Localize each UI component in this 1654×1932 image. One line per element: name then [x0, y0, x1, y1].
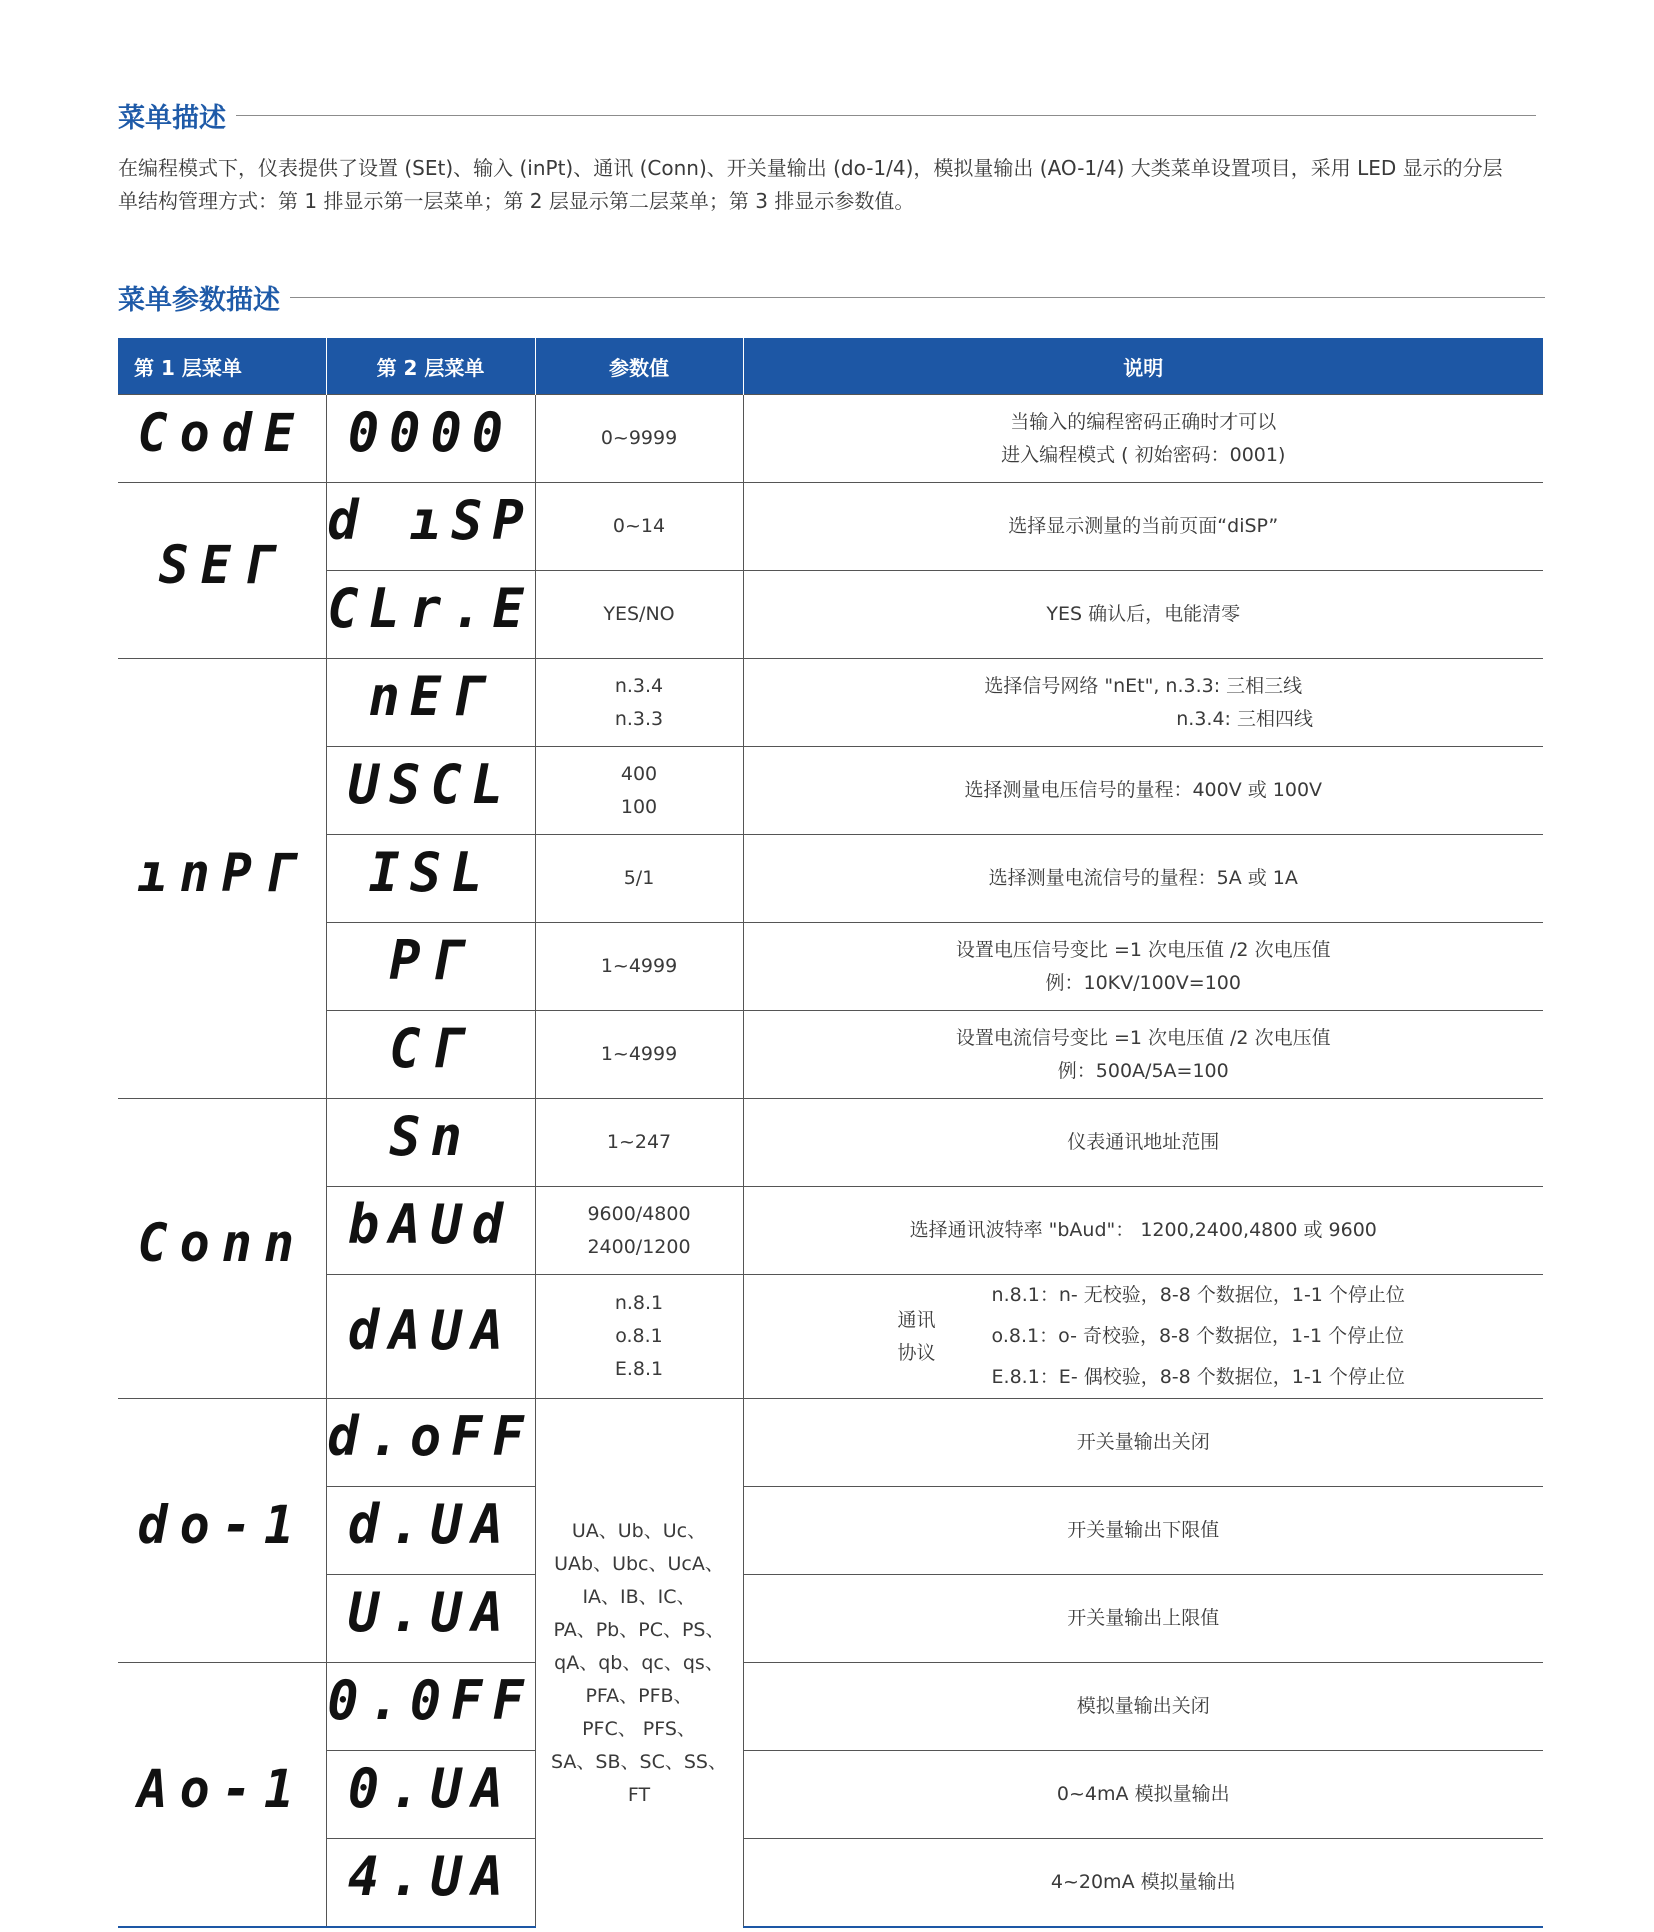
description-line: 当输入的编程密码正确时才可以 — [1010, 410, 1277, 433]
value-line: E.8.1 — [614, 1358, 664, 1380]
section-title: 菜单参数描述 — [118, 285, 280, 316]
source-line: PFA、PFB、 — [585, 1684, 693, 1707]
source-line: PA、Pb、PC、PS、 — [553, 1618, 725, 1641]
description-cell — [743, 1011, 1543, 1099]
table-row — [118, 1663, 1543, 1751]
description-cell: 选择测量电流信号的量程：5A 或 1A — [743, 835, 1543, 923]
level2-menu-cell — [326, 1187, 535, 1275]
section-heading-menu-parameters — [118, 278, 1545, 317]
level2-menu-cell — [326, 1839, 535, 1928]
header-level1-menu: 第 1 层菜单 — [118, 338, 326, 395]
level1-menu-cell — [118, 1399, 326, 1663]
lcd-set: SEΓ — [158, 534, 285, 595]
lcd-menu2: USCL — [347, 752, 514, 816]
intro-line: 在编程模式下，仪表提供了设置 (SEt)、输入 (inPt)、通讯 (Conn)、开关量输出 (do-1/4)，模拟量输出 (AO-1/4) 大类菜单设置项目，采用 LED 显示的分层 — [118, 156, 1503, 180]
description-cell: YES 确认后，电能清零 — [743, 571, 1543, 659]
table-row — [118, 659, 1543, 747]
lcd-menu2: nEΓ — [368, 664, 493, 728]
intro-line: 单结构管理方式：第 1 排显示第一层菜单；第 2 层显示第二层菜单；第 3 排显示参数值。 — [118, 189, 915, 213]
lcd-code: CodE — [137, 402, 306, 463]
level2-menu-cell — [326, 659, 535, 747]
value-line: o.8.1 — [615, 1325, 663, 1347]
value-cell: 1~4999 — [535, 1011, 743, 1099]
description-cell — [743, 659, 1543, 747]
level1-menu-cell — [118, 659, 326, 1099]
value-line: n.3.3 — [614, 707, 664, 730]
source-line: UAb、Ubc、UcA、 — [554, 1552, 724, 1575]
level2-menu-cell — [326, 1663, 535, 1751]
output-sources-cell — [535, 1399, 743, 1928]
level2-menu-cell — [326, 571, 535, 659]
description-line: 例：10KV/100V=100 — [1045, 971, 1241, 994]
header-description: 说明 — [743, 338, 1543, 395]
source-line: SA、SB、SC、SS、 — [551, 1750, 727, 1773]
lcd-menu2: 0.UA — [347, 1756, 514, 1820]
description-line: 例：500A/5A=100 — [1057, 1059, 1229, 1082]
lcd-menu2: CΓ — [389, 1016, 472, 1080]
lcd-inpt: ınPΓ — [137, 842, 306, 903]
description-line: 设置电流信号变比 =1 次电压值 /2 次电压值 — [955, 1026, 1331, 1049]
lcd-menu2: 0.0FF — [327, 1668, 534, 1732]
lcd-menu2: d ıSP — [327, 488, 534, 552]
level2-menu-cell — [326, 483, 535, 571]
level2-menu-cell — [326, 1011, 535, 1099]
table-row — [118, 1487, 1543, 1575]
level2-menu-cell — [326, 1575, 535, 1663]
source-line: PFC、 PFS、 — [582, 1717, 696, 1740]
value-line: 400 — [620, 762, 658, 785]
source-line: qA、qb、qc、qs、 — [554, 1651, 724, 1674]
value-cell: 5/1 — [535, 835, 743, 923]
lcd-menu2: d.UA — [347, 1492, 514, 1556]
lcd-menu2: 4.UA — [347, 1844, 514, 1908]
value-line: 2400/1200 — [587, 1235, 691, 1258]
level2-menu-cell — [326, 1399, 535, 1487]
level2-menu-cell — [326, 395, 535, 483]
description-line: 设置电压信号变比 =1 次电压值 /2 次电压值 — [955, 938, 1331, 961]
value-cell — [535, 747, 743, 835]
section-divider — [290, 297, 1545, 298]
lcd-do1: do-1 — [137, 1494, 306, 1555]
table-row — [118, 1839, 1543, 1928]
value-cell: 0~9999 — [535, 395, 743, 483]
lcd-menu2: U.UA — [347, 1580, 514, 1644]
intro-paragraph — [118, 152, 1548, 218]
level1-menu-cell — [118, 395, 326, 483]
value-cell — [535, 659, 743, 747]
description-line: o.8.1：o- 奇校验，8-8 个数据位，1-1 个停止位 — [991, 1325, 1405, 1347]
value-cell: 0~14 — [535, 483, 743, 571]
protocol-label-line: 通讯 — [897, 1308, 936, 1331]
protocol-label-line: 协议 — [897, 1341, 936, 1364]
description-cell: 选择通讯波特率 "bAud"： 1200,2400,4800 或 9600 — [743, 1187, 1543, 1275]
description-cell: 选择显示测量的当前页面“diSP” — [743, 483, 1543, 571]
header-parameter-value: 参数值 — [535, 338, 743, 395]
description-cell: 模拟量输出关闭 — [743, 1663, 1543, 1751]
value-line: 9600/4800 — [587, 1202, 691, 1225]
description-cell: 选择测量电压信号的量程：400V 或 100V — [743, 747, 1543, 835]
protocol-label — [882, 1304, 952, 1370]
table-row — [118, 1399, 1543, 1487]
description-cell: 开关量输出上限值 — [743, 1575, 1543, 1663]
lcd-ao1: Ao-1 — [137, 1758, 306, 1819]
table-row — [118, 835, 1543, 923]
protocol-lines — [992, 1275, 1405, 1398]
description-line: E.8.1：E- 偶校验，8-8 个数据位，1-1 个停止位 — [991, 1366, 1405, 1388]
value-cell — [535, 1275, 743, 1399]
description-cell: 4~20mA 模拟量输出 — [743, 1839, 1543, 1928]
value-cell: YES/NO — [535, 571, 743, 659]
table-row — [118, 571, 1543, 659]
source-line: IA、IB、IC、 — [582, 1585, 696, 1608]
level2-menu-cell — [326, 1275, 535, 1399]
table-row — [118, 747, 1543, 835]
table-row — [118, 1751, 1543, 1839]
protocol-block — [744, 1275, 1544, 1398]
table-row — [118, 483, 1543, 571]
table-row — [118, 1011, 1543, 1099]
source-line: UA、Ub、Uc、 — [571, 1519, 707, 1542]
table-row — [118, 1099, 1543, 1187]
table-row — [118, 1187, 1543, 1275]
lcd-menu2: ISL — [368, 840, 493, 904]
value-cell — [535, 1187, 743, 1275]
section-divider — [236, 115, 1536, 116]
description-line: n.8.1：n- 无校验，8-8 个数据位，1-1 个停止位 — [991, 1284, 1405, 1306]
section-title: 菜单描述 — [118, 103, 226, 134]
description-cell: 仪表通讯地址范围 — [743, 1099, 1543, 1187]
lcd-menu2: d.oFF — [327, 1404, 534, 1468]
level2-menu-cell — [326, 1487, 535, 1575]
value-cell: 1~4999 — [535, 923, 743, 1011]
description-cell: 开关量输出下限值 — [743, 1487, 1543, 1575]
level1-menu-cell — [118, 483, 326, 659]
description-cell — [743, 923, 1543, 1011]
table-row — [118, 395, 1543, 483]
lcd-conn: Conn — [137, 1212, 306, 1273]
description-line: n.3.4: 三相四线 — [1176, 707, 1313, 730]
header-level2-menu: 第 2 层菜单 — [326, 338, 535, 395]
level2-menu-cell — [326, 1099, 535, 1187]
level2-menu-cell — [326, 747, 535, 835]
description-line: 选择信号网络 "nEt", n.3.3: 三相三线 — [984, 674, 1303, 697]
lcd-menu2: Sn — [389, 1104, 472, 1168]
table-row — [118, 1575, 1543, 1663]
lcd-menu2: dAUA — [347, 1298, 514, 1362]
lcd-menu2: 0000 — [347, 400, 514, 464]
table-row — [118, 923, 1543, 1011]
description-line: 进入编程模式 ( 初始密码：0001) — [1001, 443, 1286, 466]
level1-menu-cell — [118, 1663, 326, 1928]
description-cell: 开关量输出关闭 — [743, 1399, 1543, 1487]
menu-parameter-table — [118, 338, 1543, 1928]
description-cell — [743, 1275, 1543, 1399]
level2-menu-cell — [326, 1751, 535, 1839]
table-header-row — [118, 338, 1543, 395]
description-cell: 0~4mA 模拟量输出 — [743, 1751, 1543, 1839]
source-line: FT — [627, 1783, 651, 1806]
lcd-menu2: CLr.E — [327, 576, 534, 640]
level2-menu-cell — [326, 923, 535, 1011]
value-line: n.8.1 — [614, 1292, 664, 1314]
section-heading-menu-description — [118, 96, 1536, 135]
value-line: 100 — [620, 795, 658, 818]
table-row — [118, 1275, 1543, 1399]
description-cell — [743, 395, 1543, 483]
value-cell: 1~247 — [535, 1099, 743, 1187]
lcd-menu2: PΓ — [389, 928, 472, 992]
level2-menu-cell — [326, 835, 535, 923]
level1-menu-cell — [118, 1099, 326, 1399]
lcd-menu2: bAUd — [347, 1192, 514, 1256]
value-line: n.3.4 — [614, 674, 664, 697]
